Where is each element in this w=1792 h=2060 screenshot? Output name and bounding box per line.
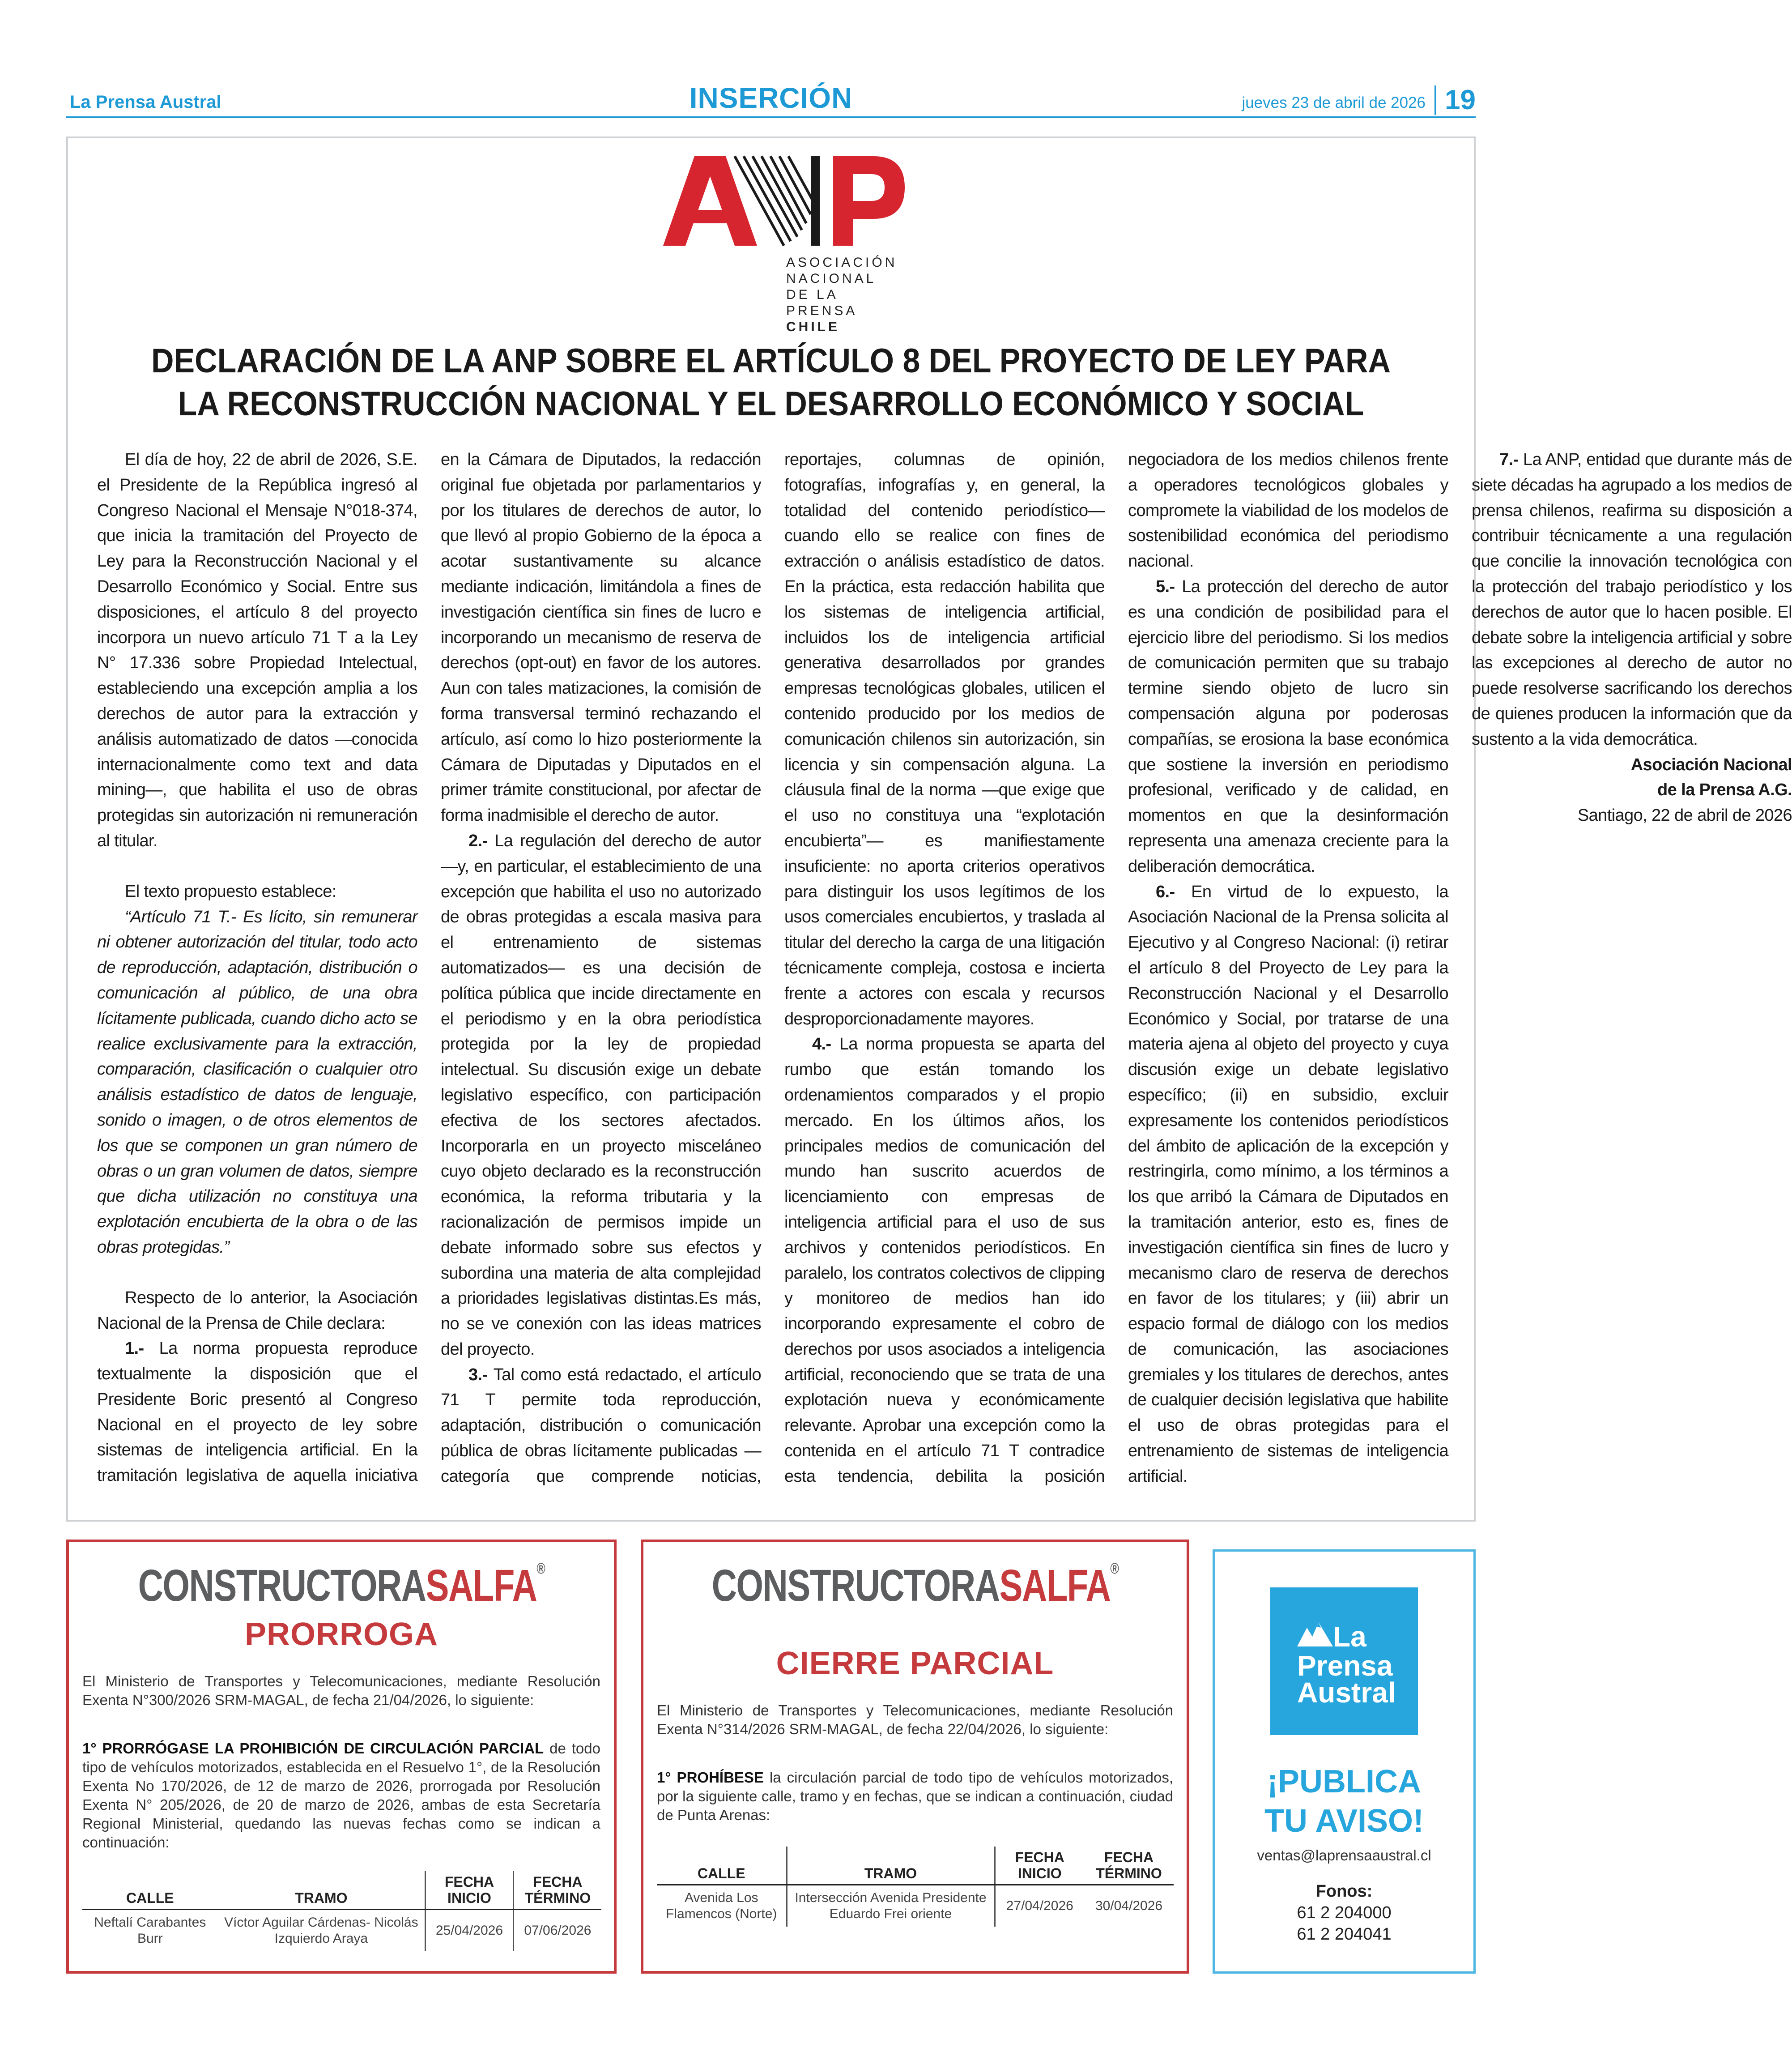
point-2-number: 2.- <box>468 831 488 850</box>
call-line-1: ¡PUBLICA <box>1267 1764 1421 1800</box>
col-tramo: TRAMO <box>787 1847 995 1885</box>
col-fecha-termino: FECHA TÉRMINO <box>1084 1847 1174 1885</box>
clause-text: la circulación parcial de todo tipo de vehículos motorizados, por la siguiente calle, tramo y en fechas, que se indican a continuación, ciudad de Punta Arenas: <box>657 1769 1173 1823</box>
table-header-row <box>657 1847 1174 1885</box>
table-row <box>82 1910 601 1952</box>
point-6 <box>1128 879 1448 1489</box>
logo-word-austral: Austral <box>1297 1676 1396 1709</box>
publica-call <box>1215 1762 1473 1841</box>
paragraph-quote: “Artículo 71 T.- Es lícito, sin remunerar ni obtener autorización del titular, todo acto de reproducción, adaptación, distribución o comunicación al público, de una obra lícitamente publicada, cuando dicho acto se realice exclusivamente para la extracción, comparación, clasificación o cualquier otro análisis estadístico de datos de lenguaje, sonido o imagen, o de otros elementos de los que se componen un gran número de obras o un gran volumen de datos, siempre que dicha utilización no constituya una explotación encubierta de la obra o de las obras protegidas.” <box>97 907 417 1257</box>
signature-line-2: de la Prensa A.G. <box>1657 780 1792 800</box>
header-meta <box>1242 84 1476 116</box>
ad-title: PRORROGA <box>244 1616 438 1652</box>
table-header-row <box>82 1871 601 1910</box>
clause-heading: 1° PRORRÓGASE LA PROHIBICIÓN DE CIRCULACIÓN PARCIAL <box>82 1740 544 1757</box>
cell-fecha-termino: 30/04/2026 <box>1095 1898 1163 1913</box>
anp-logo-text <box>786 255 911 335</box>
salfa-brand <box>129 1560 554 1612</box>
signature-date: Santiago, 22 de abril de 2026 <box>1577 806 1792 825</box>
brand-constructora: CONSTRUCTORA <box>138 1561 426 1611</box>
clause-text: de todo tipo de vehículos motorizados, establecida en el Resuelvo 1°, de la Resolución Exenta No 170/2026, de 12 de marzo de 2026, prorrogada por Resolución Exenta N° 205/2026, de 20 de marzo de 2026, ambas de esta Secretaría Regional Ministerial, quedando las nuevas fechas como se indican a continuación: <box>82 1740 600 1851</box>
cell-fecha-inicio: 25/04/2026 <box>426 1910 514 1952</box>
newspaper-name: La Prensa Austral <box>70 92 221 112</box>
issue-date: jueves 23 de abril de 2026 <box>1242 94 1426 111</box>
header-separator <box>1434 85 1436 115</box>
article-title <box>149 340 1393 426</box>
point-6-number: 6.- <box>1156 882 1175 901</box>
logo-line-2: NACIONAL <box>786 271 877 286</box>
closure-table <box>82 1871 601 1951</box>
paragraph-respecto: Respecto de lo anterior, la Asociación Nacional de la Prensa de Chile declara: <box>97 1288 417 1333</box>
logo-word-prensa: Prensa <box>1297 1650 1393 1682</box>
cell-fecha-inicio: 27/04/2026 <box>995 1885 1084 1927</box>
logo-line-1: ASOCIACIÓN <box>786 255 898 270</box>
cell-tramo: Víctor Aguilar Cárdenas- Nicolás Izquierdo Araya <box>224 1915 418 1946</box>
signature-org-2 <box>1472 777 1792 803</box>
ad-clause <box>657 1768 1173 1825</box>
col-fecha-termino: FECHA TÉRMINO <box>513 1871 601 1910</box>
call-line-2: TU AVISO! <box>1264 1803 1424 1839</box>
salfa-brand <box>703 1560 1127 1612</box>
point-5 <box>1128 574 1448 879</box>
registered-mark: ® <box>1110 1560 1119 1577</box>
point-3-text: Tal como está redactado, el artículo 71 T permite toda reproducción, adaptación, distribución o comunicación pública de obras lícitamente publicadas —categoría que comprende noticias, reportajes, columnas de opinión, fotografías, infografías y, en general, la totalidad del contenido periodístico— cuando ello se realice con fines de extracción o análisis estadístico de datos. En la práctica, esta redacción habilita que los sistemas de inteligencia artificial, incluidos los de inteligencia artificial generativa desarrollados por grandes empresas tecnológicas globales, utilicen el contenido producido por los medios de comunicación chilenos sin autorización, sin licencia y sin compensación alguna. La cláusula final de la norma —que exige que el uso no constituya una “explotación encubierta”— es manifiestamente insuficiente: no aporta criterios operativos para distinguir los usos legítimos de los usos comerciales encubiertos, y traslada al titular del derecho la carga de una litigación técnicamente compleja, costosa e incierta frente a actores con escala y recursos desproporcionadamente mayores. <box>441 450 1105 1486</box>
salfa-prorroga-ad <box>66 1540 617 1974</box>
point-3-number: 3.- <box>468 1365 488 1384</box>
point-5-number: 5.- <box>1156 577 1175 596</box>
cell-tramo: Intersección Avenida Presidente Eduardo Frei oriente <box>787 1885 995 1927</box>
table-row <box>657 1885 1174 1927</box>
title-line-2: LA RECONSTRUCCIÓN NACIONAL Y EL DESARROLLO ECONÓMICO Y SOCIAL <box>178 385 1364 423</box>
ad-title: CIERRE PARCIAL <box>776 1646 1054 1681</box>
anp-declaration <box>66 136 1792 1522</box>
ad-intro: El Ministerio de Transportes y Telecomunicaciones, mediante Resolución Exenta N°300/2026 SRM-MAGAL, de fecha 21/04/2026, lo siguiente: <box>82 1673 600 1708</box>
col-calle: CALLE <box>82 1871 218 1910</box>
logo-line-3: DE LA PRENSA <box>786 287 858 318</box>
point-4-text: La norma propuesta se aparta del rumbo que están tomando los ordenamientos comparados y el propio mercado. En los últimos años, los principales medios de comunicación del mundo han suscrito acuerdos de licenciamiento con empresas de inteligencia artificial para el uso de sus archivos y contenidos periodísticos. En paralelo, los contratos colectivos de clipping y monitoreo de medios han ido incorporando expresamente el cobro de derechos por usos asociados a inteligencia artificial, reconociendo que se trata de una explotación nueva y económicamente relevante. Aprobar una excepción como la contenida en el artículo 71 T contradice esta tendencia, debilita la posición negociadora de los medios chilenos frente a operadores tecnológicos globales y compromete la viabilidad de los modelos de sostenibilidad económica del periodismo nacional. <box>784 450 1448 1486</box>
col-fecha-inicio: FECHA INICIO <box>426 1871 514 1910</box>
point-1-number: 1.- <box>125 1339 144 1358</box>
ad-intro: El Ministerio de Transportes y Telecomunicaciones, mediante Resolución Exenta N°314/2026 SRM-MAGAL, de fecha 22/04/2026, lo siguiente: <box>657 1702 1173 1737</box>
point-6-text: En virtud de lo expuesto, la Asociación Nacional de la Prensa solicita al Ejecutivo y al Congreso Nacional: (i) retirar el artículo 8 del Proyecto de Ley para la Reconstrucción Nacional y el Desarrollo Económico y Social, por tratarse de una materia ajena al objeto del proyecto y cuya discusión exige un debate legislativo específico; (ii) en subsidio, excluir expresamente los contenidos periodísticos del ámbito de aplicación de la excepción y restringirla, como mínimo, a los términos a los que arribó la Cámara de Diputados en la tramitación anterior, esto es, fines de investigación científica sin fines de lucro y mecanismo claro de reserva de derechos en favor de los titulares; y (iii) abrir un espacio formal de diálogo con los medios de comunicación, las asociaciones gremiales y los titulares de derechos, antes de cualquier decisión legislativa que habilite el uso de obras protegidas para el entrenamiento de sistemas de inteligencia artificial. <box>1128 882 1448 1486</box>
brand-salfa: SALFA <box>999 1561 1111 1611</box>
phones <box>1215 1881 1473 1945</box>
point-7-number: 7.- <box>1499 450 1519 469</box>
page-header <box>66 80 1476 120</box>
point-5-text: La protección del derecho de autor es una condición de posibilidad para el ejercicio libre del periodismo. Si los medios de comunicación permiten que su trabajo termine siendo objeto de lucro sin compensación alguna por poderosas compañías, se erosiona la base económica que sostiene la inversión en periodismo profesional, verificado y de calidad, en momentos en que la desinformación representa una amenaza creciente para la deliberación democrática. <box>1128 577 1448 876</box>
closure-table <box>657 1847 1174 1927</box>
point-1-text: La norma propuesta reproduce textualmente la disposición que el Presidente Boric presentó al Congreso Nacional en el proyecto de ley sobre sistemas de inteligencia artificial. En la tramitación legislativa de aquella iniciativa en la Cámara de Diputados, la redacción original fue objetada por parlamentarios y por los titulares de derechos de autor, lo que llevó al propio Gobierno de la época a acotar sustantivamente su alcance mediante indicación, limitándola a fines de investigación científica sin fines de lucro e incorporando un mecanismo de reserva de derechos (opt-out) en favor de los autores. Aun con tales matizaciones, la comisión de forma transversal terminó rechazando el artículo, así como lo hizo posteriormente la Cámara de Diputadas y Diputados en el primer trámite constitucional, por afectar de forma inadmisible el derecho de autor. <box>97 450 761 1485</box>
signature-line-1: Asociación Nacional <box>1630 755 1792 774</box>
brand-salfa: SALFA <box>426 1561 537 1611</box>
point-4-number: 4.- <box>812 1035 831 1054</box>
ad-clause <box>82 1739 600 1852</box>
col-fecha-inicio: FECHA INICIO <box>995 1847 1084 1885</box>
mountain-icon <box>1297 1614 1333 1650</box>
logo-word-la: La <box>1333 1621 1366 1653</box>
page-number: 19 <box>1445 85 1476 115</box>
point-7 <box>1472 447 1792 752</box>
point-7-text: La ANP, entidad que durante más de siete décadas ha agrupado a los medios de prensa chilenos, reafirma su disposición a contribuir técnicamente a una regulación que concilie la innovación tecnológica con la protección del trabajo periodístico y los derechos de autor que lo hacen posible. El debate sobre la inteligencia artificial y sobre las excepciones al derecho de autor no puede resolverse sacrificando los derechos de quienes producen la información que da sustento a la vida democrática. <box>1472 450 1792 749</box>
cell-calle: Neftalí Carabantes Burr <box>94 1915 206 1946</box>
lpa-publica-ad <box>1213 1549 1476 1974</box>
ads-email[interactable]: ventas@laprensaaustral.cl <box>1257 1847 1431 1864</box>
section-title: INSERCIÓN <box>689 82 853 114</box>
salfa-cierre-ad <box>641 1540 1189 1974</box>
title-line-1: DECLARACIÓN DE LA ANP SOBRE EL ARTÍCULO 8 DEL PROYECTO DE LEY PARA <box>151 342 1391 380</box>
signature-org <box>1472 752 1792 778</box>
logo-line-4: CHILE <box>786 320 840 334</box>
col-calle: CALLE <box>657 1847 787 1885</box>
point-2-text: La regulación del derecho de autor —y, en particular, el establecimiento de una excepción que habilita el uso no autorizado de obras protegidas a escala masiva para el entrenamiento de sistemas automatizados— es una decisión de política pública que incide directamente en el periodismo y en la obra periodística protegida por la ley de propiedad intelectual. Su discusión exige un debate legislativo específico, con participación efectiva de los sectores afectados. Incorporarla en un proyecto misceláneo cuyo objeto declarado es la reconstrucción económica, la reforma tributaria y la racionalización de permisos impide un debate informado sobre sus efectos y subordina una materia de alta complejidad a prioridades legislativas distintas.Es más, no se ve conexión con las ideas matrices del proyecto. <box>441 831 761 1359</box>
clause-heading: 1° PROHÍBESE <box>657 1769 764 1786</box>
cell-calle: Avenida Los Flamencos (Norte) <box>666 1890 777 1921</box>
header-rule <box>66 116 1476 118</box>
phone-1[interactable]: 61 2 204000 <box>1297 1903 1392 1922</box>
article-column <box>97 447 1792 1512</box>
brand-constructora: CONSTRUCTORA <box>711 1561 1000 1611</box>
paragraph-establece: El texto propuesto establece: <box>125 882 336 901</box>
point-2 <box>441 828 761 1362</box>
lpa-logo <box>1270 1587 1418 1735</box>
cell-fecha-termino: 07/06/2026 <box>513 1910 601 1952</box>
phones-label: Fonos: <box>1315 1882 1373 1901</box>
phone-2[interactable]: 61 2 204041 <box>1297 1925 1392 1944</box>
paragraph-intro: El día de hoy, 22 de abril de 2026, S.E. el Presidente de la República ingresó al Congreso Nacional el Mensaje N°018-374, que inicia la tramitación del Proyecto de Ley para la Reconstrucción Nacional y el Desarrollo Económico y Social. Entre sus disposiciones, el artículo 8 del proyecto incorpora un nuevo artículo 71 T a la Ley N° 17.336 sobre Propiedad Intelectual, estableciendo una excepción amplia a los derechos de autor para la extracción y análisis automatizado de datos —conocida internacionalmente como text and data mining—, que habilita el uso de obras protegidas sin autorización ni remuneración al titular. <box>97 450 417 850</box>
col-tramo: TRAMO <box>218 1871 426 1910</box>
registered-mark: ® <box>536 1560 545 1577</box>
article-body <box>97 447 1792 1512</box>
